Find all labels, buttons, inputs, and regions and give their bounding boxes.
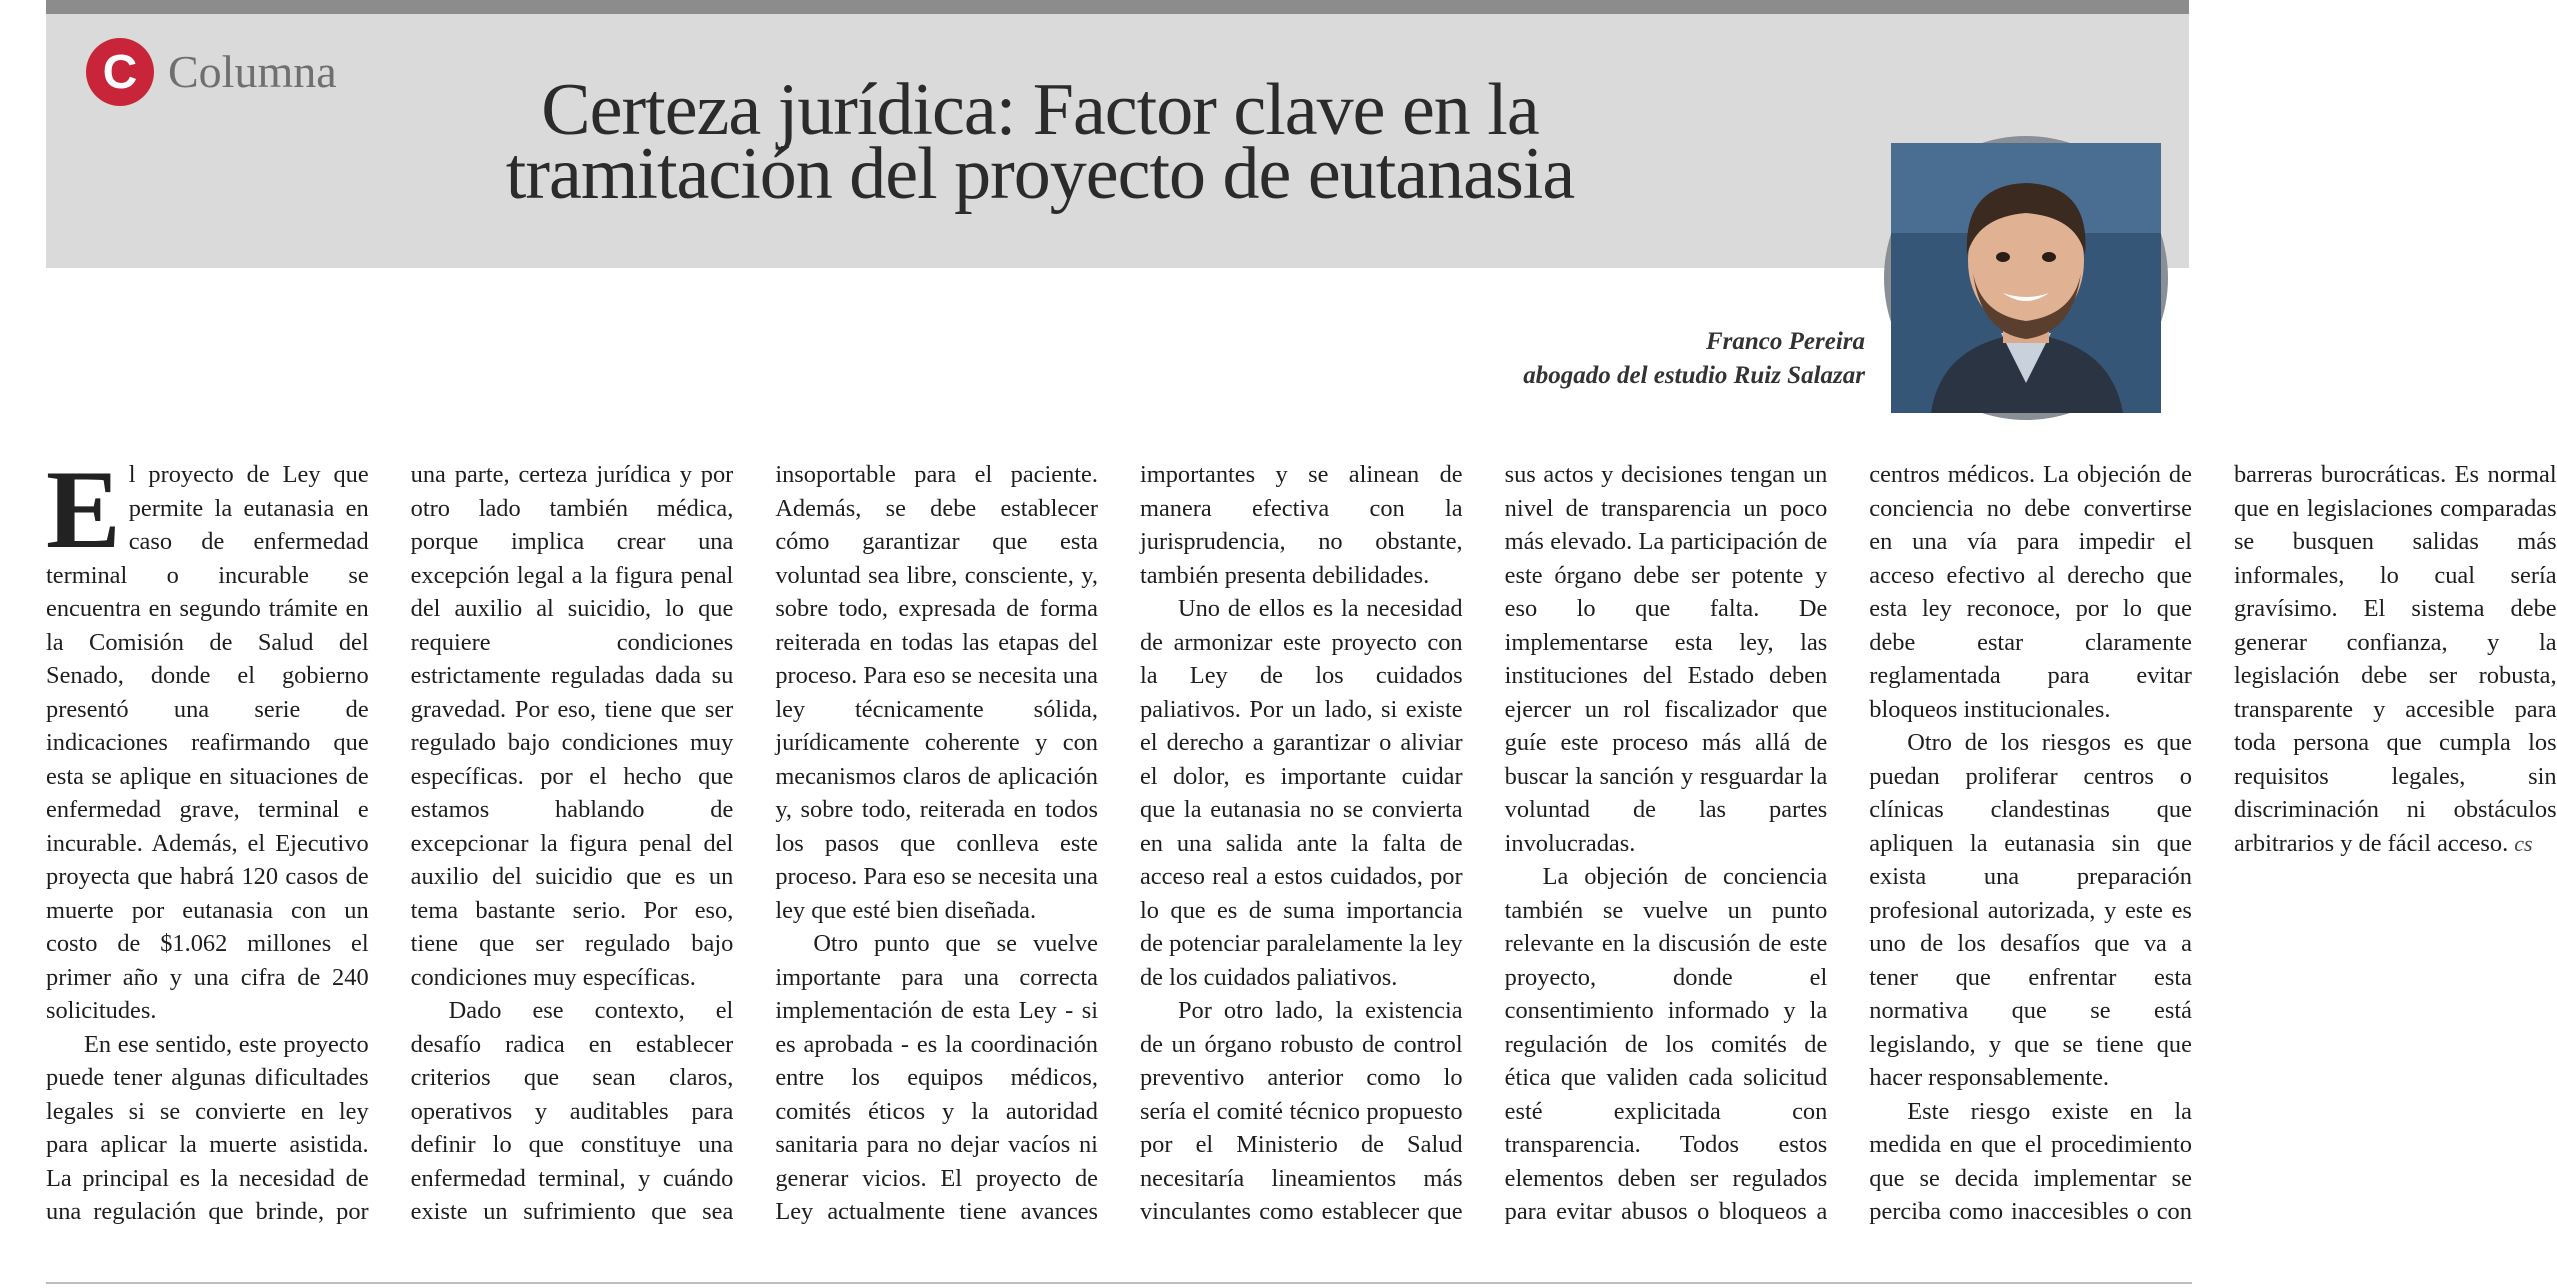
- article-paragraph: Por otro lado, la existencia de un órgano robusto de control preventivo anterior como lo sería el comité técnico propuesto por el Ministerio de Salud necesitaría lineamientos más vinculantes como establecer que sus actos y decisiones tengan un nivel de transparencia un poco más elevado. La participación de este órgano debe ser potente y eso lo que falta. De implementarse esta ley, las instituciones del Estado deben ejercer un rol fiscalizador que guíe este proceso más allá de buscar la sanción y resguardar la voluntad de las partes involucradas.: [1139, 461, 1828, 1225]
- article-paragraph: Dado ese contexto, el desafío radica en establecer criterios que sean claros, operativos y auditables para definir lo que constituye una enfermedad terminal, y cuándo existe un sufrimiento que sea insoportable para el paciente. Además, se debe establecer cómo garantizar que esta voluntad sea libre, consciente, y, sobre todo, expresada de forma reiterada en todas las etapas del proceso. Para eso se necesita una ley técnicamente sólida, jurídicamente coherente y con mecanismos claros de aplicación y, sobre todo, reiterada en todos los pasos que conlleva este proceso. Para eso se necesita una ley que esté bien diseñada.: [410, 461, 1098, 1225]
- paragraph-text: Este riesgo existe en la medida en que el procedimiento que se decida implementar se perciba como inaccesibles o con barreras burocráticas. Es normal que en legislaciones comparadas se busquen salidas más informales, lo cual sería gravísimo. El sistema debe generar confianza, y la legislación debe ser robusta, transparente y accesible para toda persona que cumpla los requisitos legales, sin discriminación ni obstáculos arbitrarios y de fácil acceso.: [1869, 461, 2557, 1225]
- article-paragraph: En ese sentido, este proyecto puede tener algunas dificultades legales si se convierte en ley para aplicar la muerte asistida. La principal es la necesidad de una regulación que brinde, por una parte, certeza jurídica y por otro lado también médica, porque implica crear una excepción legal a la figura penal del auxilio al suicidio, lo que requiere condiciones estrictamente reguladas dada su gravedad. Por eso, tiene que ser regulado bajo condiciones muy específicas. por el hecho que estamos hablando de excepcionar la figura penal del auxilio del suicidio que es un tema bastante serio. Por eso, tiene que ser regulado bajo condiciones muy específicas.: [46, 461, 734, 1225]
- article-paragraph: La objeción de conciencia también se vuelve un punto relevante en la discusión de este proyecto, donde el consentimiento informado y la regulación de los comités de ética que validen cada solicitud esté explicitada con transparencia. Todos estos elementos deben ser regulados para evitar abusos o bloqueos a centros médicos. La objeción de conciencia no debe convertirse en una vía para impedir el acceso efectivo al derecho que esta ley reconoce, por lo que debe estar claramente reglamentada para evitar bloqueos institucionales.: [1504, 461, 2192, 1225]
- dropcap: E: [46, 448, 121, 572]
- author-portrait: [1884, 136, 2168, 420]
- headline-line: tramitación del proyecto de eutanasia: [505, 133, 1575, 215]
- article-paragraph: Otro punto que se vuelve importante para una correcta implementación de esta Ley - si es aprobada - es la coordinación entre los equipos médicos, comités éticos y la autoridad sanitaria para no dejar vacíos ni generar vicios. El proyecto de Ley actualmente tiene avances importantes y se alinean de manera efectiva con la jurisprudencia, no obstante, también presenta debilidades.: [775, 461, 1463, 1225]
- section-label: Columna: [168, 46, 337, 97]
- author-name: Franco Pereira: [1705, 328, 1865, 355]
- author-role: abogado del estudio Ruiz Salazar: [1523, 362, 1865, 389]
- headline-line: Certeza jurídica: Factor clave en la: [541, 69, 1539, 151]
- headline: [330, 69, 1750, 215]
- article-paragraph: Otro de los riesgos es que puedan proliferar centros o clínicas clandestinas que apliquen la eutanasia sin que exista una preparación profesional autorizada, y este es uno de los desafíos que va a tener que enfrentar esta normativa que se está legislando, y que se tiene que hacer responsablemente.: [1869, 729, 2192, 1091]
- section-badge-icon: C: [86, 38, 154, 106]
- byline: [1523, 325, 1865, 393]
- paragraph-text: l proyecto de Ley que permite la eutanasia en caso de enfermedad terminal o incurable se encuentra en segundo trámite en la Comisión de Salud del Senado, donde el gobierno presentó una serie de indicaciones reafirmando que esta se aplique en situaciones de enfermedad grave, terminal e incurable. Además, el Ejecutivo proyecta que habrá 120 casos de muerte por eutanasia con un costo de $1.062 millones el primer año y una cifra de 240 solicitudes.: [46, 461, 369, 1024]
- article-paragraph: [46, 448, 369, 1028]
- article-body: [46, 448, 2557, 1258]
- article-paragraph: Uno de ellos es la necesidad de armonizar este proyecto con la Ley de los cuidados paliativos. Por un lado, si existe el derecho a garantizar o aliviar el dolor, es importante cuidar que la eutanasia no se convierta en una salida ante la falta de acceso real a estos cuidados, por lo que es de suma importancia de potenciar paralelamente la ley de los cuidados paliativos.: [1139, 595, 1463, 991]
- author-photo-icon: [1891, 143, 2161, 413]
- end-mark-icon: cs: [2514, 830, 2533, 856]
- bottom-rule: [46, 1282, 2192, 1284]
- top-rule: [46, 0, 2189, 14]
